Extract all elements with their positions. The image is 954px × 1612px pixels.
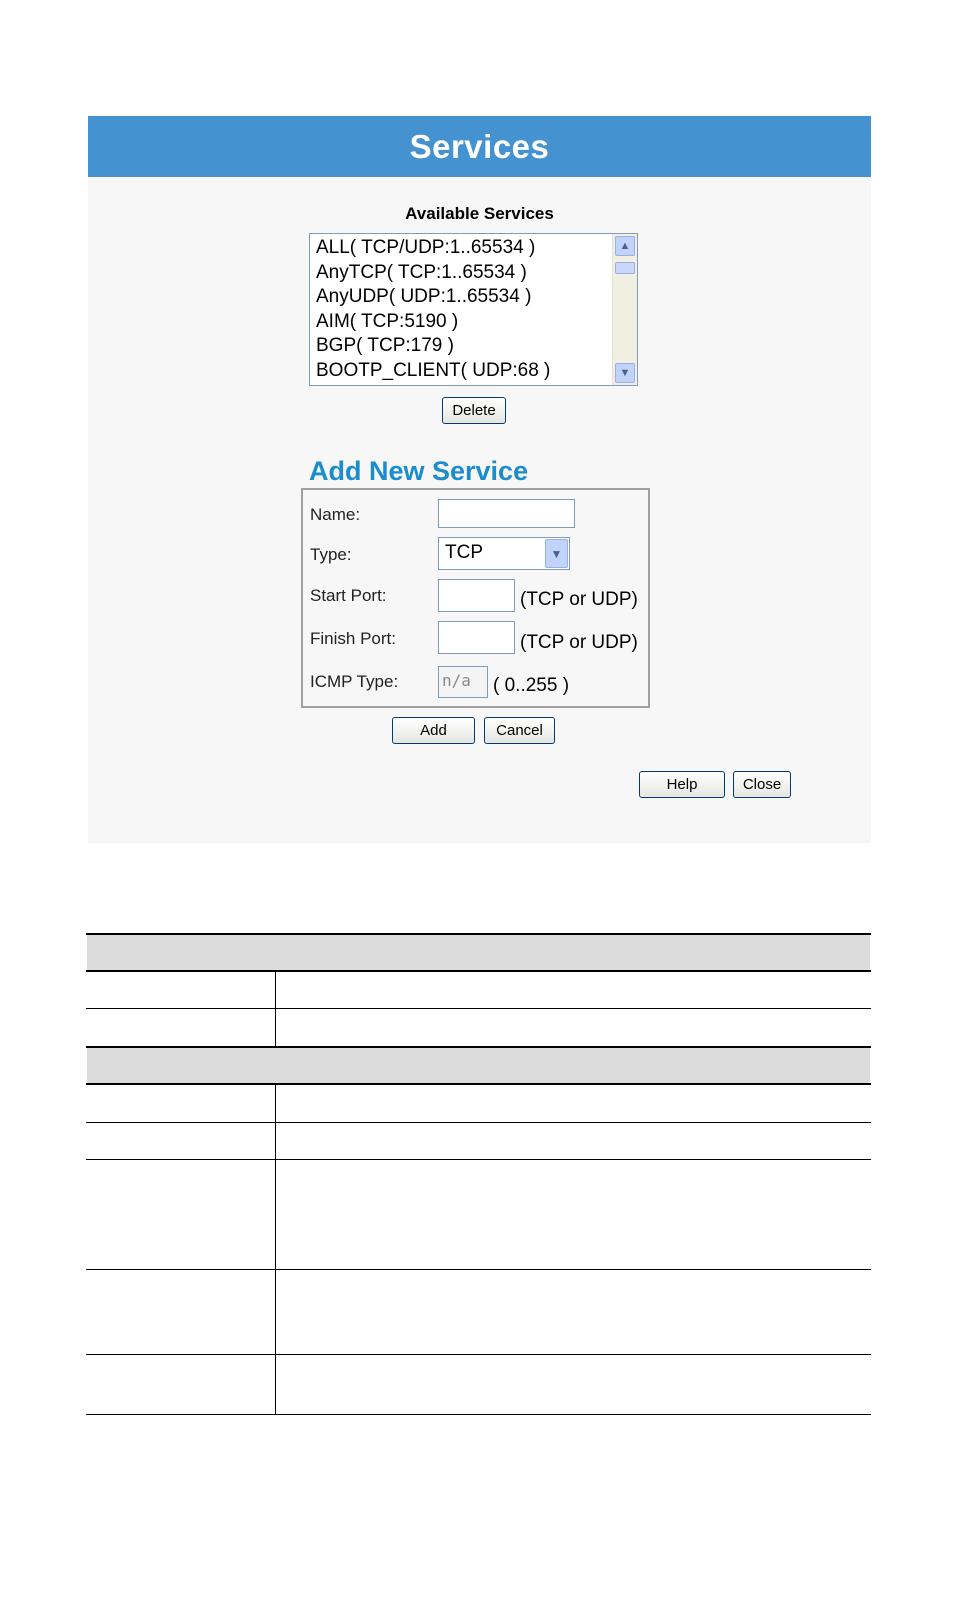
scroll-up-icon[interactable]: ▲: [615, 236, 635, 256]
table-rule: [86, 1008, 871, 1009]
service-item[interactable]: BGP( TCP:179 ): [316, 335, 454, 357]
type-select[interactable]: [438, 537, 570, 570]
table-rule: [86, 1046, 871, 1048]
cancel-button[interactable]: Cancel: [484, 717, 555, 744]
service-item[interactable]: AnyUDP( UDP:1..65534 ): [316, 286, 532, 308]
finish-port-label: Finish Port:: [310, 629, 396, 648]
table-section-header: [87, 1048, 870, 1083]
icmp-type-input: [438, 666, 488, 698]
type-select-value: TCP: [445, 542, 483, 563]
table-rule: [86, 1122, 871, 1123]
table-rule: [86, 1414, 871, 1415]
table-rule: [86, 933, 871, 935]
icmp-type-note: ( 0..255 ): [493, 675, 570, 696]
add-button[interactable]: Add: [392, 717, 475, 744]
table-rule: [86, 1083, 871, 1085]
start-port-input[interactable]: [438, 579, 515, 612]
table-column-divider: [275, 1085, 276, 1415]
name-input[interactable]: [438, 499, 575, 528]
type-label: Type:: [310, 545, 352, 564]
service-item[interactable]: BOOTP_CLIENT( UDP:68 ): [316, 359, 551, 381]
add-new-service-heading: Add New Service: [309, 456, 529, 486]
table-rule: [86, 1269, 871, 1270]
finish-port-input[interactable]: [438, 621, 515, 654]
service-item[interactable]: AIM( TCP:5190 ): [316, 310, 459, 332]
table-column-divider: [275, 971, 276, 1046]
listbox-scrollbar[interactable]: [612, 234, 637, 385]
available-services-label: Available Services: [405, 204, 554, 223]
start-port-label: Start Port:: [310, 586, 387, 605]
table-rule: [86, 970, 871, 972]
add-service-form: [301, 488, 650, 708]
table-rule: [86, 1159, 871, 1160]
icmp-type-label: ICMP Type:: [310, 672, 399, 691]
help-button[interactable]: Help: [639, 771, 725, 798]
page-title: Services: [409, 127, 550, 165]
service-item[interactable]: ALL( TCP/UDP:1..65534 ): [316, 237, 536, 258]
finish-port-note: (TCP or UDP): [520, 632, 638, 653]
scroll-down-icon[interactable]: ▼: [615, 363, 635, 383]
services-list: [316, 236, 550, 384]
close-button[interactable]: Close: [733, 771, 791, 798]
chevron-down-icon[interactable]: ▼: [545, 539, 568, 568]
start-port-note: (TCP or UDP): [520, 589, 638, 610]
table-section-header: [87, 935, 870, 970]
icmp-type-value: n/a: [442, 671, 471, 690]
available-services-listbox[interactable]: [309, 233, 638, 386]
delete-button[interactable]: Delete: [442, 397, 506, 424]
services-panel: [88, 116, 871, 843]
table-rule: [86, 1354, 871, 1355]
service-item[interactable]: AnyTCP( TCP:1..65534 ): [316, 261, 527, 283]
title-bar: [88, 116, 871, 177]
scroll-thumb[interactable]: [615, 262, 635, 274]
name-label: Name:: [310, 505, 361, 524]
